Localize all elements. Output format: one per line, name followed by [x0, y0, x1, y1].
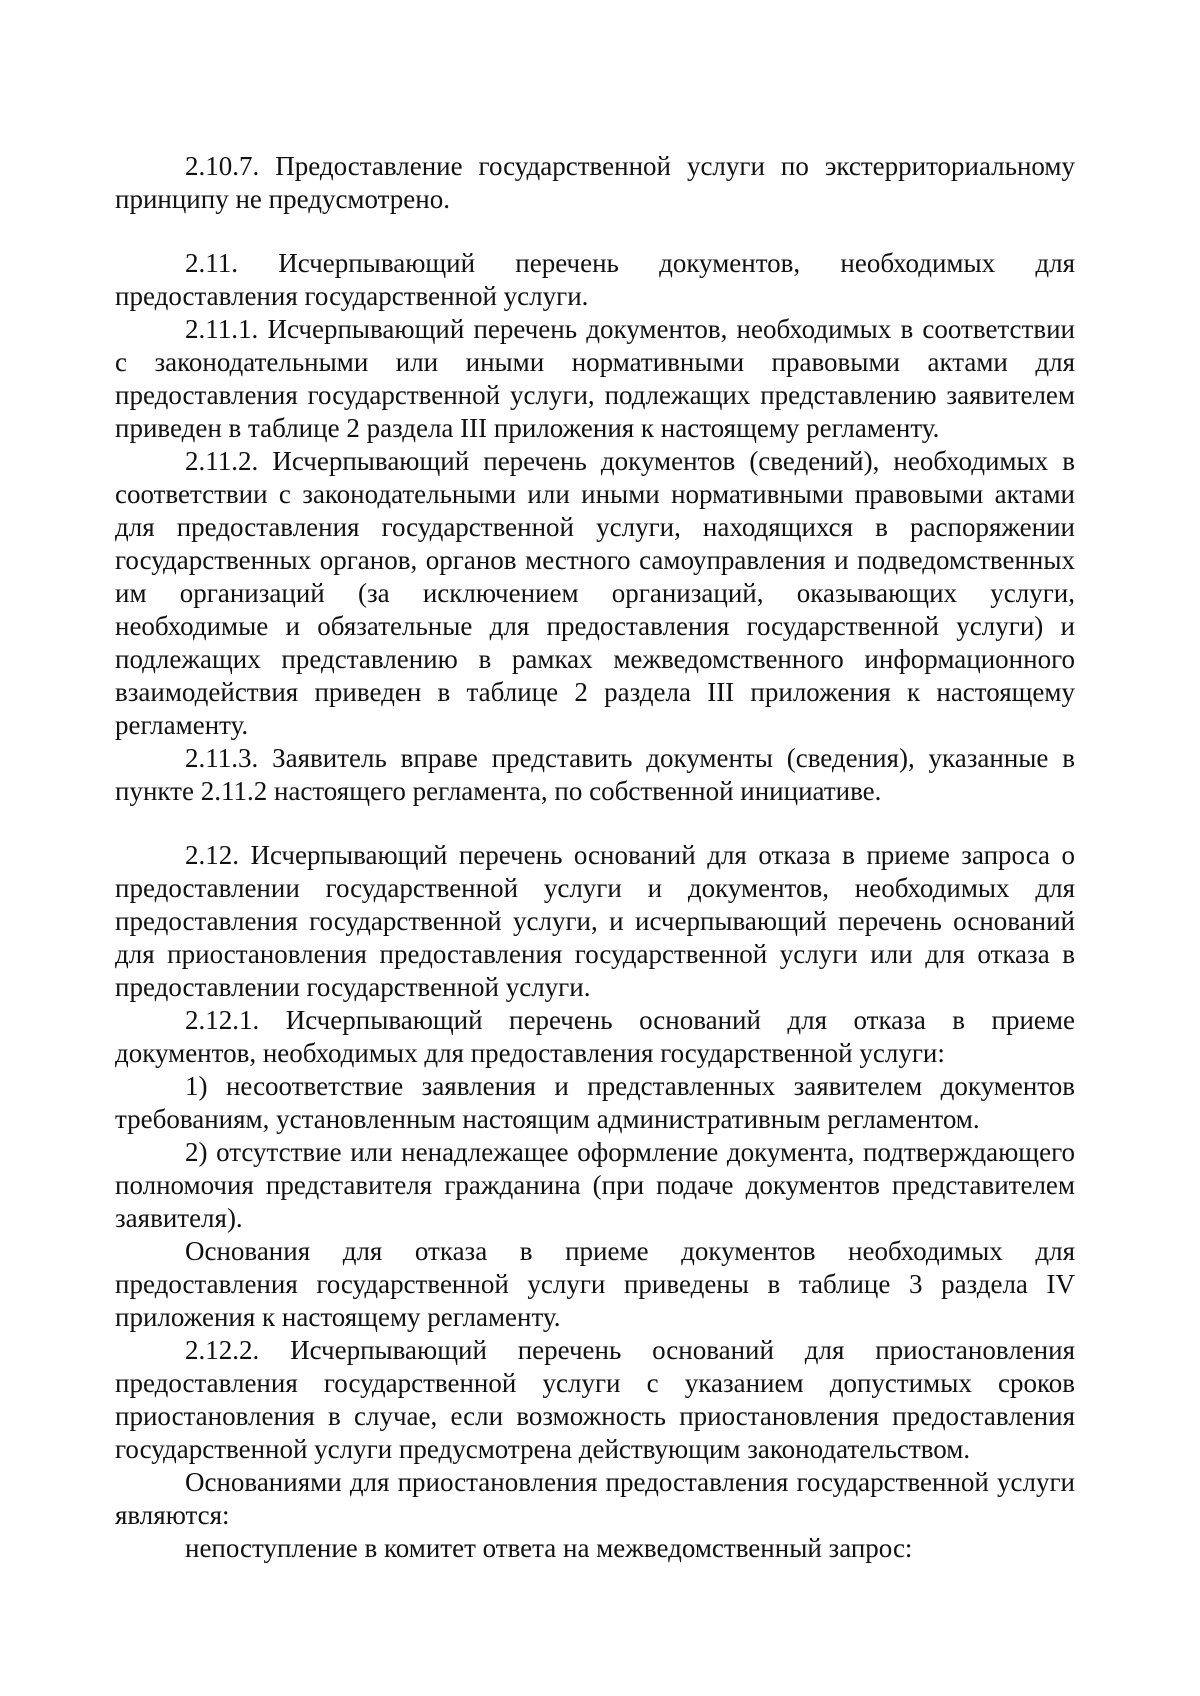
paragraph-refusal-grounds: Основания для отказа в приеме документов необходимых для предоставления государственной услуги приведены в таблице 3 раздела IV приложения к настоящему регламенту. [115, 1236, 1075, 1332]
paragraph-2-11-1: 2.11.1. Исчерпывающий перечень документов, необходимых в соответствии с законодательными или иными нормативными правовыми актами для предоставления государственной услуги, подлежащих представлению заявителем приведен в таблице 2 раздела III приложения к настоящему регламенту. [115, 314, 1075, 443]
paragraph-2-12: 2.12. Исчерпывающий перечень оснований для отказа в приеме запроса о предоставлении государственной услуги и документов, необходимых для предоставления государственной услуги, и исчерпывающий перечень оснований для приостановления предоставления государственной услуги или для отказа в предоставлении государственной услуги. [115, 840, 1075, 1002]
paragraph-2-10-7: 2.10.7. Предоставление государственной услуги по экстерриториальному принципу не предусмотрено. [115, 151, 1075, 214]
paragraph-2-11: 2.11. Исчерпывающий перечень документов, необходимых для предоставления государственной услуги. [115, 248, 1075, 311]
paragraph-2-11-3: 2.11.3. Заявитель вправе представить документы (сведения), указанные в пункте 2.11.2 настоящего регламента, по собственной инициативе. [115, 743, 1075, 806]
section-gap [115, 808, 1075, 839]
paragraph-no-response: непоступление в комитет ответа на межведомственный запрос: [185, 1533, 913, 1563]
list-item-1: 1) несоответствие заявления и представленных заявителем документов требованиям, установленным настоящим административным регламентом. [115, 1071, 1075, 1134]
document-body [115, 150, 1075, 1565]
paragraph-suspension-grounds: Основаниями для приостановления предоставления государственной услуги являются: [115, 1467, 1075, 1530]
section-gap [115, 216, 1075, 247]
paragraph-2-12-2: 2.12.2. Исчерпывающий перечень оснований для приостановления предоставления государственной услуги с указанием допустимых сроков приостановления в случае, если возможность приостановления предоставления государственной услуги предусмотрена действующим законодательством. [115, 1335, 1075, 1464]
paragraph-2-12-1: 2.12.1. Исчерпывающий перечень оснований для отказа в приеме документов, необходимых для предоставления государственной услуги: [115, 1005, 1075, 1068]
list-item-2: 2) отсутствие или ненадлежащее оформление документа, подтверждающего полномочия представителя гражданина (при подаче документов представителем заявителя). [115, 1137, 1075, 1233]
paragraph-2-11-2: 2.11.2. Исчерпывающий перечень документов (сведений), необходимых в соответствии с законодательными или иными нормативными правовыми актами для предоставления государственной услуги, находящихся в распоряжении государственных органов, органов местного самоуправления и подведомственных им организаций (за исключением организаций, оказывающих услуги, необходимые и обязательные для предоставления государственной услуги) и подлежащих представлению в рамках межведомственного информационного взаимодействия приведен в таблице 2 раздела III приложения к настоящему регламенту. [115, 446, 1075, 740]
